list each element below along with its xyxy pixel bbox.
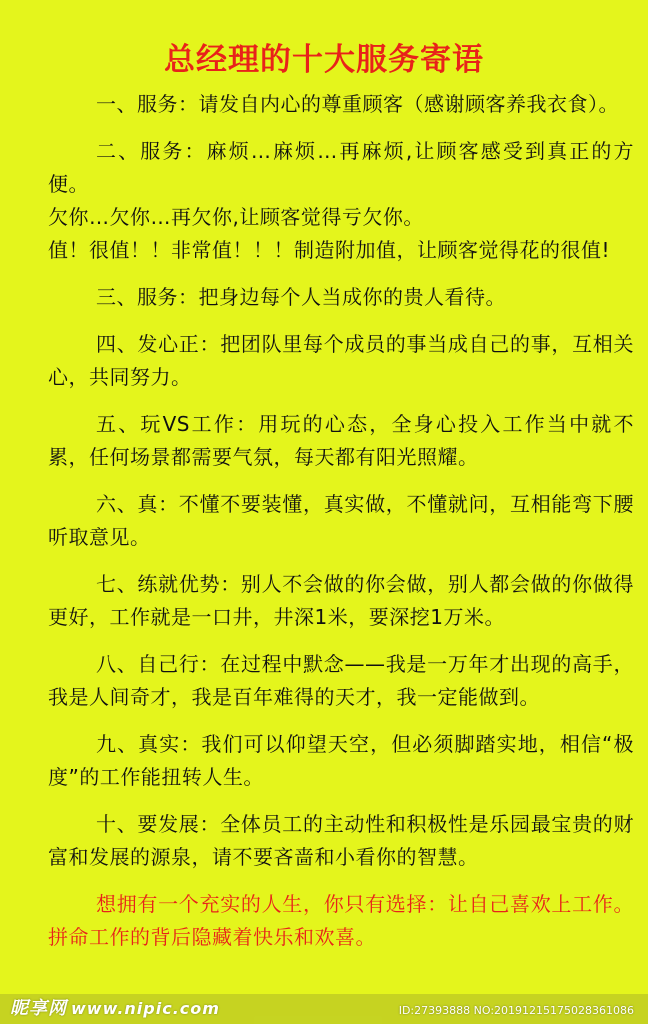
watermark-image-id: ID:27393888 NO:20191215175028361086 bbox=[398, 1004, 634, 1017]
watermark-url: www.nipic.com bbox=[71, 999, 220, 1018]
page-title: 总经理的十大服务寄语 bbox=[164, 42, 484, 78]
message-9: 九、真实：我们可以仰望天空，但必须脚踏实地，相信“极度”的工作能扭转人生。 bbox=[48, 732, 634, 789]
watermark-logo-text: 昵享网 bbox=[10, 998, 67, 1019]
watermark-bar bbox=[0, 994, 648, 1024]
message-2-line-2: 欠你…欠你…再欠你,让顾客觉得亏欠你。 bbox=[48, 205, 424, 229]
message-list bbox=[48, 88, 634, 968]
message-1: 一、服务：请发自内心的尊重顾客（感谢顾客养我衣食）。 bbox=[96, 92, 619, 116]
message-2: 二、服务：麻烦…麻烦…再麻烦,让顾客感受到真正的方便。 bbox=[48, 139, 634, 196]
message-2-line-3: 值！很值！！非常值！！！制造附加值，让顾客觉得花的很值! bbox=[48, 238, 611, 262]
message-10: 十、要发展：全体员工的主动性和积极性是乐园最宝贵的财富和发展的源泉，请不要吝啬和小看你的智慧。 bbox=[48, 812, 634, 869]
message-5: 五、玩VS工作：用玩的心态，全身心投入工作当中就不累，任何场景都需要气氛，每天都有阳光照耀。 bbox=[48, 412, 634, 469]
message-6: 六、真：不懂不要装懂，真实做，不懂就问，互相能弯下腰听取意见。 bbox=[48, 492, 634, 549]
message-7: 七、练就优势：别人不会做的你会做，别人都会做的你做得更好，工作就是一口井，井深1米，要深挖1万米。 bbox=[48, 572, 634, 629]
closing-message: 想拥有一个充实的人生，你只有选择：让自己喜欢上工作。拼命工作的背后隐藏着快乐和欢喜。 bbox=[48, 892, 634, 949]
message-4: 四、发心正：把团队里每个成员的事当成自己的事，互相关心，共同努力。 bbox=[48, 332, 634, 389]
message-8: 八、自己行：在过程中默念——我是一万年才出现的高手，我是人间奇才，我是百年难得的天才，我一定能做到。 bbox=[48, 652, 634, 709]
message-3: 三、服务：把身边每个人当成你的贵人看待。 bbox=[96, 285, 506, 309]
watermark-logo bbox=[10, 994, 220, 1020]
